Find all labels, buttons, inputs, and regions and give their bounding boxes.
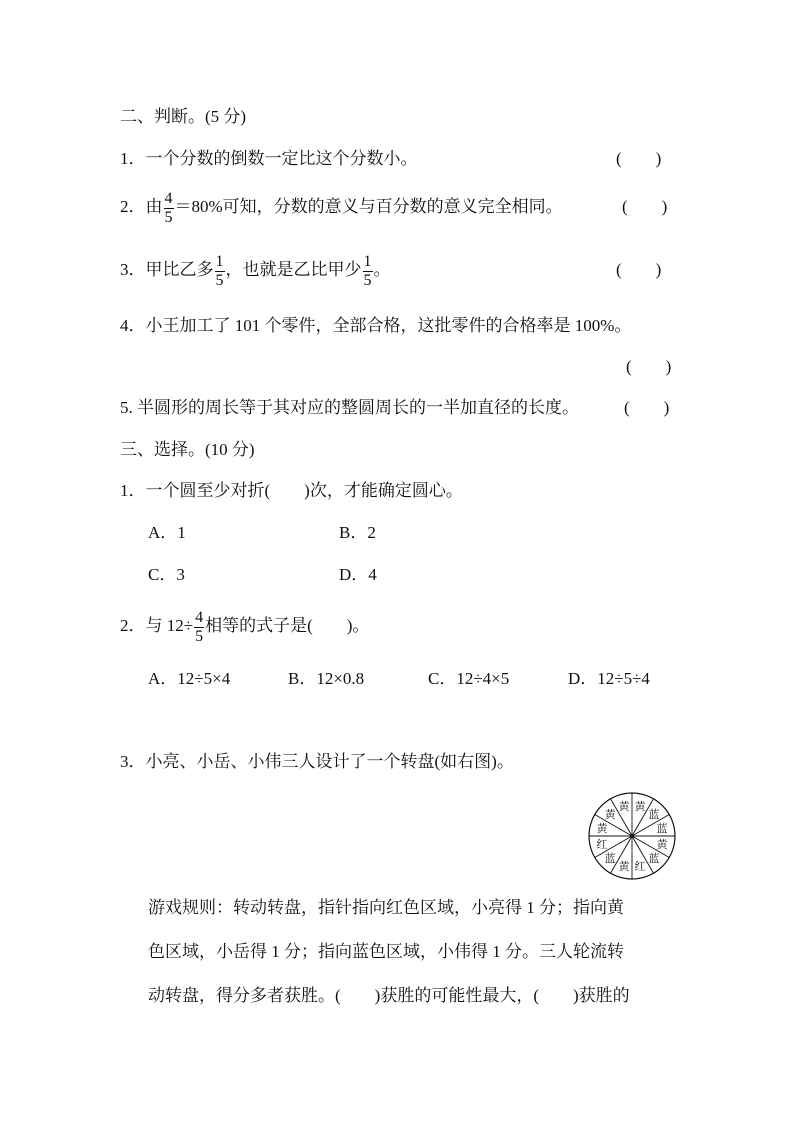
option-d[interactable]: D．12÷5÷4 — [568, 669, 650, 688]
rules-line-2: 色区域，小岳得 1 分；指向蓝色区域，小伟得 1 分。三人轮流转 — [148, 942, 624, 961]
option-c[interactable]: C．3 — [148, 565, 185, 584]
question-text-mid: ，也就是乙比甲少 — [225, 260, 362, 279]
choice-question-1 — [120, 480, 463, 502]
judge-question-4 — [120, 315, 631, 337]
fraction-numerator: 1 — [363, 252, 372, 270]
spinner-sector-label: 黄 — [604, 808, 616, 822]
spinner-sector-label: 蓝 — [648, 808, 660, 822]
question-text-post: 。 — [373, 260, 391, 279]
question-text: 一个分数的倒数一定比这个分数小。 — [145, 149, 418, 168]
spinner-sector-label: 黄 — [596, 821, 608, 835]
fraction — [194, 610, 204, 645]
spinner-sector-label: 黄 — [618, 800, 630, 814]
question-text-post: 相等的式子是( )。 — [205, 616, 370, 635]
judge-question-2 — [120, 185, 563, 229]
question-number: 3． — [120, 752, 146, 771]
choice-question-3 — [120, 751, 514, 773]
judge-question-1 — [120, 148, 418, 170]
spinner-sector-label: 红 — [634, 859, 646, 873]
section-3-title: 三、选择。(10 分) — [120, 440, 255, 459]
fraction-numerator: 1 — [215, 252, 224, 270]
question-text-pre: 由 — [145, 197, 163, 216]
question-text: 一个圆至少对折( )次，才能确定圆心。 — [145, 481, 463, 500]
rules-line-1: 游戏规则：转动转盘，指针指向红色区域，小亮得 1 分；指向黄 — [148, 898, 624, 917]
option-c[interactable]: C．12÷4×5 — [428, 669, 510, 688]
fraction — [164, 191, 174, 226]
spinner-sector-label: 蓝 — [656, 821, 668, 835]
spinner-sector-label: 黄 — [656, 838, 668, 852]
question-text-pre: 与 12÷ — [145, 616, 194, 635]
fraction-numerator: 4 — [195, 608, 204, 626]
question-number: 2． — [120, 197, 146, 216]
option-a[interactable]: A．12÷5×4 — [148, 669, 231, 688]
spinner-sector-label: 黄 — [634, 800, 646, 814]
question-number: 4． — [120, 316, 146, 335]
option-b[interactable]: B．2 — [339, 523, 376, 542]
fraction-numerator: 4 — [164, 189, 173, 207]
answer-parenthesis-1[interactable]: ( ) — [616, 149, 662, 168]
fraction-denominator: 5 — [363, 271, 372, 289]
spinner-sector-label: 红 — [596, 838, 608, 852]
answer-parenthesis-2[interactable]: ( ) — [622, 197, 668, 216]
fraction-2 — [363, 254, 373, 289]
answer-parenthesis-4[interactable]: ( ) — [626, 357, 672, 376]
fraction-1 — [215, 254, 225, 289]
spinner-sector-label: 蓝 — [604, 851, 616, 865]
spinner-sector-label: 黄 — [618, 859, 630, 873]
option-a[interactable]: A．1 — [148, 523, 186, 542]
question-text: 小亮、小岳、小伟三人设计了一个转盘(如右图)。 — [145, 752, 514, 771]
spinner-diagram — [587, 791, 677, 881]
spinner-sector-label: 蓝 — [648, 851, 660, 865]
judge-question-3 — [120, 248, 391, 292]
question-text: 5. 半圆形的周长等于其对应的整圆周长的一半加直径的长度。 — [120, 398, 579, 417]
question-text-post: ＝80%可知，分数的意义与百分数的意义完全相同。 — [174, 197, 563, 216]
rules-line-3: 动转盘，得分多者获胜。( )获胜的可能性最大，( )获胜的 — [148, 986, 630, 1005]
question-number: 1． — [120, 481, 146, 500]
question-text-pre: 甲比乙多 — [145, 260, 214, 279]
option-d[interactable]: D．4 — [339, 565, 377, 584]
judge-question-5 — [120, 397, 579, 419]
choice-question-2 — [120, 604, 369, 648]
spinner-center — [630, 834, 633, 837]
answer-parenthesis-3[interactable]: ( ) — [616, 260, 662, 279]
fraction-denominator: 5 — [164, 208, 173, 226]
section-2-title: 二、判断。(5 分) — [120, 107, 247, 126]
question-text: 小王加工了 101 个零件，全部合格，这批零件的合格率是 100%。 — [145, 316, 632, 335]
option-b[interactable]: B．12×0.8 — [288, 669, 365, 688]
answer-parenthesis-5[interactable]: ( ) — [624, 398, 670, 417]
fraction-denominator: 5 — [195, 627, 204, 645]
question-number: 1． — [120, 149, 146, 168]
question-number: 2． — [120, 616, 146, 635]
question-number: 3． — [120, 260, 146, 279]
fraction-denominator: 5 — [215, 271, 224, 289]
